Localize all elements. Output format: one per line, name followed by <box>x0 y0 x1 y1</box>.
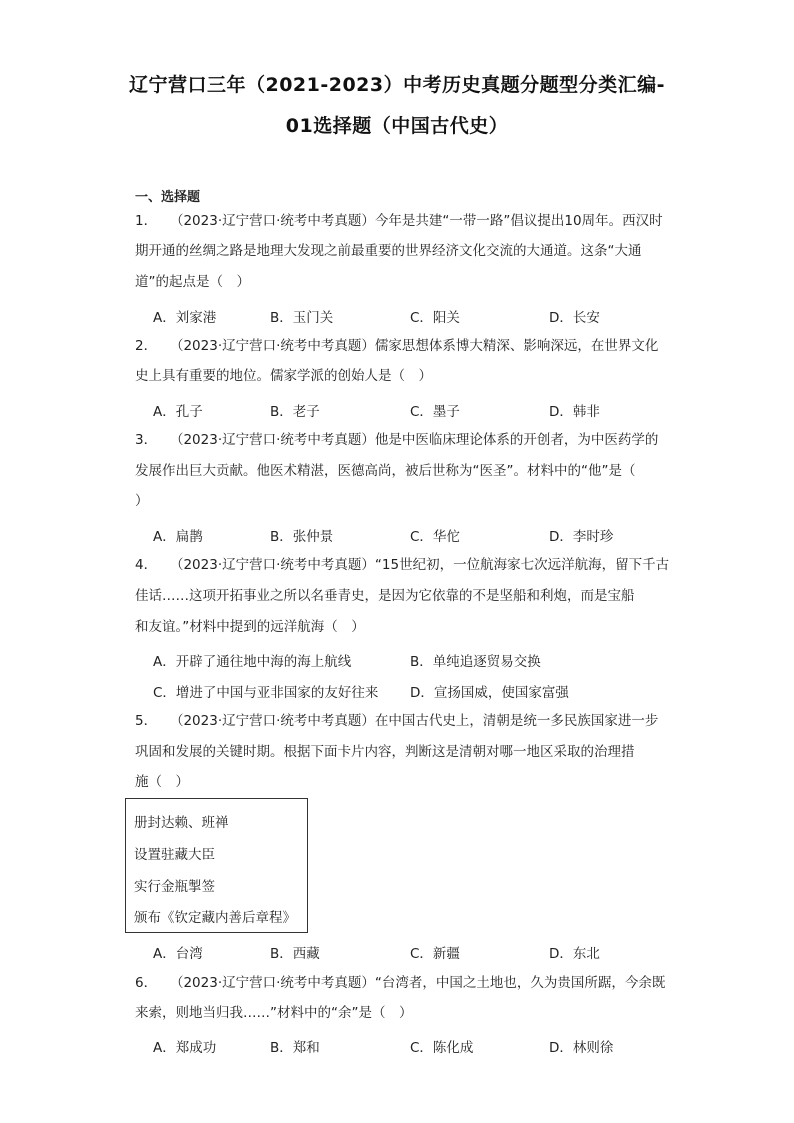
question-2-line-2: 史上具有重要的地位。儒家学派的创始人是（ ） <box>135 368 432 384</box>
question-2-option-c[interactable]: C．墨子 <box>410 404 460 420</box>
question-number: 6． <box>135 975 158 991</box>
question-source: （2023·辽宁营口·统考中考真题） <box>169 557 375 573</box>
question-4-option-b[interactable]: B．单纯追逐贸易交换 <box>410 654 541 670</box>
section-heading: 一、选择题 <box>135 190 201 205</box>
question-number: 1． <box>135 213 158 229</box>
question-5-option-b[interactable]: B．西藏 <box>270 946 320 962</box>
question-text: 今年是共建“一带一路”倡议提出10周年。西汉时 <box>374 213 663 229</box>
question-3-option-d[interactable]: D．李时珍 <box>549 529 614 545</box>
card-line-2: 设置驻藏大臣 <box>134 847 215 863</box>
question-6-option-d[interactable]: D．林则徐 <box>549 1040 614 1056</box>
question-number: 5． <box>135 713 158 729</box>
question-1-option-c[interactable]: C．阳关 <box>410 310 460 326</box>
question-source: （2023·辽宁营口·统考中考真题） <box>169 338 375 354</box>
question-1-option-d[interactable]: D．长安 <box>549 310 600 326</box>
question-5-option-a[interactable]: A．台湾 <box>153 946 203 962</box>
question-4-option-c[interactable]: C．增进了中国与亚非国家的友好往来 <box>153 685 379 701</box>
document-title-line-2: 01选择题（中国古代史） <box>285 115 509 137</box>
document-title-line-1: 辽宁营口三年（2021-2023）中考历史真题分题型分类汇编- <box>128 74 666 96</box>
question-4-line-3: 和友谊。”材料中提到的远洋航海（ ） <box>135 619 365 635</box>
question-3-line-3: ） <box>135 493 149 509</box>
question-6-option-b[interactable]: B．郑和 <box>270 1040 320 1056</box>
question-number: 3． <box>135 432 158 448</box>
question-6-option-a[interactable]: A．郑成功 <box>153 1040 217 1056</box>
question-source: （2023·辽宁营口·统考中考真题） <box>169 213 375 229</box>
question-1-line-2: 期开通的丝绸之路是地理大发现之前最重要的世界经济文化交流的大通道。这条“大通 <box>135 243 642 259</box>
question-2-option-b[interactable]: B．老子 <box>270 404 320 420</box>
info-card <box>125 798 308 933</box>
question-6-line-2: 来索，则地当归我……”材料中的“余”是（ ） <box>135 1005 413 1021</box>
question-3-option-a[interactable]: A．扁鹊 <box>153 529 203 545</box>
question-4-line-1 <box>135 555 669 575</box>
question-3-option-c[interactable]: C．华佗 <box>410 529 460 545</box>
question-2-line-1 <box>135 336 658 356</box>
question-5-line-1 <box>135 711 658 731</box>
question-text: 在中国古代史上，清朝是统一多民族国家进一步 <box>374 713 659 729</box>
question-5-option-c[interactable]: C．新疆 <box>410 946 460 962</box>
question-5-line-3: 施（ ） <box>135 774 189 790</box>
question-3-line-2: 发展作出巨大贡献。他医术精湛，医德高尚，被后世称为“医圣”。材料中的“他”是（ <box>135 463 636 479</box>
question-source: （2023·辽宁营口·统考中考真题） <box>169 432 375 448</box>
question-3-line-1 <box>135 430 658 450</box>
question-number: 2． <box>135 338 158 354</box>
question-2-option-d[interactable]: D．韩非 <box>549 404 600 420</box>
question-1-option-b[interactable]: B．玉门关 <box>270 310 334 326</box>
question-6-line-1 <box>135 973 665 993</box>
question-text: 他是中医临床理论体系的开创者，为中医药学的 <box>374 432 659 448</box>
question-5-line-2: 巩固和发展的关键时期。根据下面卡片内容，判断这是清朝对哪一地区采取的治理措 <box>135 744 635 760</box>
question-source: （2023·辽宁营口·统考中考真题） <box>169 713 375 729</box>
question-text: “台湾者，中国之土地也，久为贵国所踞，今余既 <box>374 975 666 991</box>
question-number: 4． <box>135 557 158 573</box>
question-text: 儒家思想体系博大精深、影响深远，在世界文化 <box>374 338 659 354</box>
question-1-line-1 <box>135 211 663 231</box>
question-1-line-3: 道”的起点是（ ） <box>135 274 250 290</box>
question-6-option-c[interactable]: C．陈化成 <box>410 1040 474 1056</box>
question-source: （2023·辽宁营口·统考中考真题） <box>169 975 375 991</box>
question-2-option-a[interactable]: A．孔子 <box>153 404 203 420</box>
question-4-option-a[interactable]: A．开辟了通往地中海的海上航线 <box>153 654 352 670</box>
question-5-option-d[interactable]: D．东北 <box>549 946 600 962</box>
question-1-option-a[interactable]: A．刘家港 <box>153 310 217 326</box>
question-4-option-d[interactable]: D．宣扬国威，使国家富强 <box>410 685 569 701</box>
question-4-line-2: 佳话……这项开拓事业之所以名垂青史，是因为它依靠的不是坚船和利炮，而是宝船 <box>135 588 635 604</box>
question-text: “15世纪初，一位航海家七次远洋航海，留下千古 <box>374 557 670 573</box>
card-line-4: 颁布《钦定藏内善后章程》 <box>134 910 296 926</box>
card-line-3: 实行金瓶掣签 <box>134 879 215 895</box>
question-3-option-b[interactable]: B．张仲景 <box>270 529 334 545</box>
card-line-1: 册封达赖、班禅 <box>134 815 229 831</box>
